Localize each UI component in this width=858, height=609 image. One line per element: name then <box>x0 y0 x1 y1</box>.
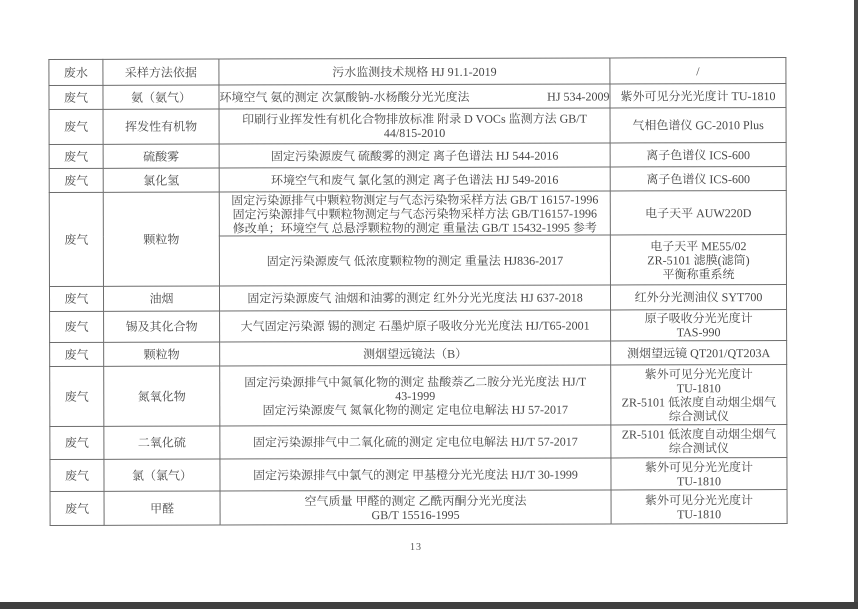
method-standard-number: 43-1999 <box>395 388 436 403</box>
method-standard-number: GB/T 15516-1995 <box>371 507 460 522</box>
instrument-text: TU-1810 <box>676 473 722 488</box>
method-cell <box>220 365 611 426</box>
item-text: 氯化氢 <box>143 173 180 188</box>
category-cell <box>50 342 104 366</box>
instrument-text: 平衡称重系统 <box>662 266 735 281</box>
instrument-text: 电子天平 ME55/02 <box>650 238 747 253</box>
method-text: 环境空气 氨的测定 次氯酸钠-水杨酸分光光度法 <box>219 89 470 105</box>
category-text: 废气 <box>64 319 89 334</box>
item-cell <box>104 311 220 342</box>
item-cell <box>104 342 220 366</box>
item-text: 锡及其化合物 <box>125 319 198 334</box>
category-text: 废气 <box>64 435 89 450</box>
instrument-text: 综合测试仪 <box>668 441 729 456</box>
item-cell <box>103 144 219 168</box>
instrument-text: 离子色谱仪 ICS-600 <box>646 147 750 162</box>
method-text: 污水监测技术规格 HJ 91.1-2019 <box>332 64 497 79</box>
table-row <box>50 490 787 526</box>
method-text: 印刷行业挥发性有机化合物排放标准 附录 D VOCs 监测方法 GB/T <box>242 111 587 127</box>
category-text: 废气 <box>64 232 89 247</box>
item-cell <box>103 192 219 286</box>
method-text: 空气质量 甲醛的测定 乙酰丙酮分光光度法 <box>304 493 527 508</box>
category-cell <box>49 192 103 286</box>
item-cell <box>103 109 219 144</box>
category-cell <box>49 286 103 311</box>
instrument-cell <box>611 310 787 341</box>
category-cell <box>49 109 103 144</box>
method-text: 固定污染源排气中颗粒物测定与气态污染物采样方法 GB/T 16157-1996 <box>231 192 599 207</box>
category-cell <box>50 311 104 342</box>
instrument-text: 紫外可见分光光度计 TU-1810 <box>620 88 776 103</box>
category-cell <box>50 459 104 491</box>
item-text: 氮氧化物 <box>137 389 186 404</box>
method-standard-number: HJ 534-2009 <box>547 88 610 104</box>
instrument-cell <box>611 341 787 365</box>
item-text: 油烟 <box>149 291 174 306</box>
item-text: 采样方法依据 <box>124 65 197 80</box>
category-text: 废气 <box>64 173 89 188</box>
instrument-cell <box>611 490 787 524</box>
method-text: 测烟望远镜法（B） <box>363 346 468 361</box>
instrument-text: 红外分光测油仪 SYT700 <box>634 290 763 305</box>
instrument-text: 原子吸收分光光度计 <box>644 311 753 326</box>
item-cell <box>104 459 220 491</box>
table-row <box>50 458 787 492</box>
item-cell <box>103 59 219 85</box>
category-cell <box>50 491 104 525</box>
instrument-text: ZR-5101 滤膜(滤筒) <box>647 252 750 267</box>
category-cell <box>49 85 103 109</box>
instrument-cell <box>610 191 786 235</box>
category-cell <box>49 168 103 192</box>
item-cell <box>104 426 220 459</box>
item-text: 二氧化硫 <box>137 435 186 450</box>
category-text: 废气 <box>64 347 89 362</box>
instrument-cell <box>610 285 786 310</box>
table-row <box>50 310 787 343</box>
method-cell <box>219 108 610 144</box>
item-cell <box>103 286 219 311</box>
method-cell <box>219 285 610 311</box>
method-text: 环境空气和废气 氯化氢的测定 离子色谱法 HJ 549-2016 <box>271 172 559 187</box>
method-cell <box>219 191 610 236</box>
instrument-text: 电子天平 AUW220D <box>645 205 752 220</box>
category-text: 废气 <box>64 291 89 306</box>
page-number: 13 <box>410 542 422 553</box>
item-text: 颗粒物 <box>143 347 180 362</box>
item-text: 氯（氯气） <box>131 468 192 483</box>
table-row <box>49 58 786 86</box>
scan-edge-right <box>854 0 858 609</box>
instrument-text: 气相色谱仪 GC-2010 Plus <box>632 118 764 133</box>
instrument-cell <box>610 143 786 167</box>
instrument-text: 测烟望远镜 QT201/QT203A <box>627 345 771 360</box>
method-text: 固定污染源废气 低浓度颗粒物的测定 重量法 HJ836-2017 <box>266 253 564 268</box>
instrument-text: 紫外可见分光光度计 <box>645 492 754 507</box>
category-text: 废气 <box>65 501 90 516</box>
table-row <box>50 425 787 460</box>
instrument-text: 紫外可见分光光度计 <box>644 366 753 381</box>
instrument-cell <box>610 235 786 285</box>
category-cell <box>49 59 103 85</box>
category-cell <box>49 144 103 168</box>
table-row <box>49 108 786 145</box>
method-cell <box>220 425 611 459</box>
item-text: 挥发性有机物 <box>125 119 198 134</box>
instrument-text: / <box>696 63 700 78</box>
item-cell <box>103 85 219 109</box>
method-cell <box>220 310 611 342</box>
category-cell <box>50 426 104 459</box>
method-cell <box>220 458 611 491</box>
method-cell <box>219 58 610 85</box>
method-cell <box>220 490 611 525</box>
method-text: 修改单；环境空气 总悬浮颗粒物的测定 重量法 GB/T 15432-1995 参考 <box>232 220 597 235</box>
instrument-text: ZR-5101 低浓度自动烟尘烟气 <box>621 394 776 409</box>
method-standard-number: 44/815-2010 <box>383 125 446 141</box>
instrument-cell <box>611 425 787 458</box>
table-row <box>49 191 786 237</box>
item-cell <box>103 168 219 192</box>
category-text: 废气 <box>64 119 89 134</box>
category-text: 废水 <box>63 65 88 80</box>
category-text: 废气 <box>64 149 89 164</box>
table-row <box>50 341 787 367</box>
item-cell <box>104 366 220 426</box>
instrument-cell <box>611 365 787 425</box>
instrument-text: TU-1810 <box>676 380 721 395</box>
category-cell <box>50 366 104 426</box>
instrument-cell <box>610 167 786 191</box>
method-cell <box>219 143 610 168</box>
method-text: 固定污染源废气 硫酸雾的测定 离子色谱法 HJ 544-2016 <box>270 148 559 163</box>
table-row <box>49 143 786 169</box>
item-text: 颗粒物 <box>143 232 180 247</box>
category-text: 废气 <box>64 389 89 404</box>
instrument-cell <box>610 84 786 108</box>
instrument-cell <box>611 458 787 490</box>
method-text: 大气固定污染源 锡的测定 石墨炉原子吸收分光光度法 HJ/T65-2001 <box>240 318 590 334</box>
item-text: 硫酸雾 <box>143 149 180 164</box>
method-text: 固定污染源排气中二氧化硫的测定 定电位电解法 HJ/T 57-2017 <box>252 434 578 450</box>
method-cell <box>220 341 611 366</box>
instrument-cell <box>610 108 786 143</box>
instrument-text: 离子色谱仪 ICS-600 <box>646 171 751 186</box>
method-text: 固定污染源排气中氯气的测定 甲基橙分光光度法 HJ/T 30-1999 <box>253 467 578 482</box>
method-text: 固定污染源排气中氮氧化物的测定 盐酸萘乙二胺分光光度法 HJ/T <box>244 374 587 389</box>
method-text: 固定污染源排气中颗粒物测定与气态污染物采样方法 GB/T16157-1996 <box>232 206 597 221</box>
category-text: 废气 <box>63 90 89 105</box>
method-cell <box>219 167 610 192</box>
instrument-cell <box>610 58 786 84</box>
instrument-text: TAS-990 <box>676 325 721 340</box>
method-cell <box>219 84 610 109</box>
item-text: 氨（氨气） <box>130 90 192 105</box>
instrument-text: TU-1810 <box>677 506 722 521</box>
item-cell <box>104 491 220 525</box>
method-text: 固定污染源废气 氮氧化物的测定 定电位电解法 HJ 57-2017 <box>262 402 568 417</box>
method-text: 固定污染源废气 油烟和油雾的测定 红外分光光度法 HJ 637-2018 <box>247 290 583 306</box>
table-row <box>49 167 786 193</box>
method-cell <box>219 235 610 286</box>
monitoring-method-table <box>48 57 787 526</box>
instrument-text: 综合测试仪 <box>668 408 729 423</box>
instrument-text: 紫外可见分光光度计 <box>644 459 753 474</box>
category-text: 废气 <box>64 468 89 483</box>
scan-edge-bottom <box>0 602 858 609</box>
table-row <box>50 365 787 427</box>
table-row <box>49 285 786 312</box>
instrument-text: ZR-5101 低浓度自动烟尘烟气 <box>621 427 777 442</box>
item-text: 甲醛 <box>150 501 175 516</box>
table-row <box>49 84 786 110</box>
